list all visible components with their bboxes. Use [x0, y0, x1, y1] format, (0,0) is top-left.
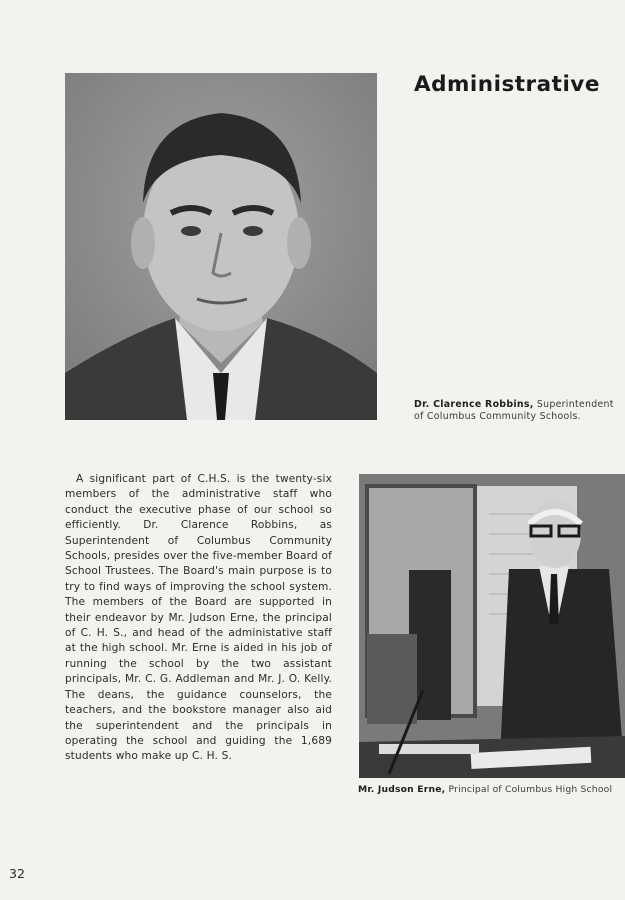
principal-role: Principal of Columbus High School — [445, 784, 613, 795]
superintendent-name: Dr. Clarence Robbins, — [414, 399, 534, 410]
principal-caption — [358, 784, 625, 796]
body-paragraph: A significant part of C.H.S. is the twenty-six members of the administrative staff who conduct the executive phase of our school so efficiently. Dr. Clarence Robbins, as Superintendent of Columbus Community Schools, presides over the five-member Board of School Trustees. The Board's main purpose is to try to find ways of improving the school system. The members of the Board are supported in their endeavor by Mr. Judson Erne, the principal of C. H. S., and head of the administative staff at the high school. Mr. Erne is aided in his job of running the school by the two assistant principals, Mr. C. G. Addleman and Mr. J. O. Kelly. The deans, the guidance counselors, the teachers, and the bookstore manager also aid the superintendent and the principals in operating the school and guiding the 1,689 students who make up C. H. S. — [65, 473, 332, 763]
superintendent-role: Superintendent of Columbus Community Schools. — [414, 399, 614, 422]
page-number: 32 — [9, 866, 25, 881]
principal-photo — [359, 474, 625, 778]
superintendent-portrait-photo — [65, 73, 377, 420]
page-title: Administrative — [414, 72, 600, 97]
principal-name: Mr. Judson Erne, — [358, 784, 446, 795]
superintendent-caption — [414, 399, 624, 423]
